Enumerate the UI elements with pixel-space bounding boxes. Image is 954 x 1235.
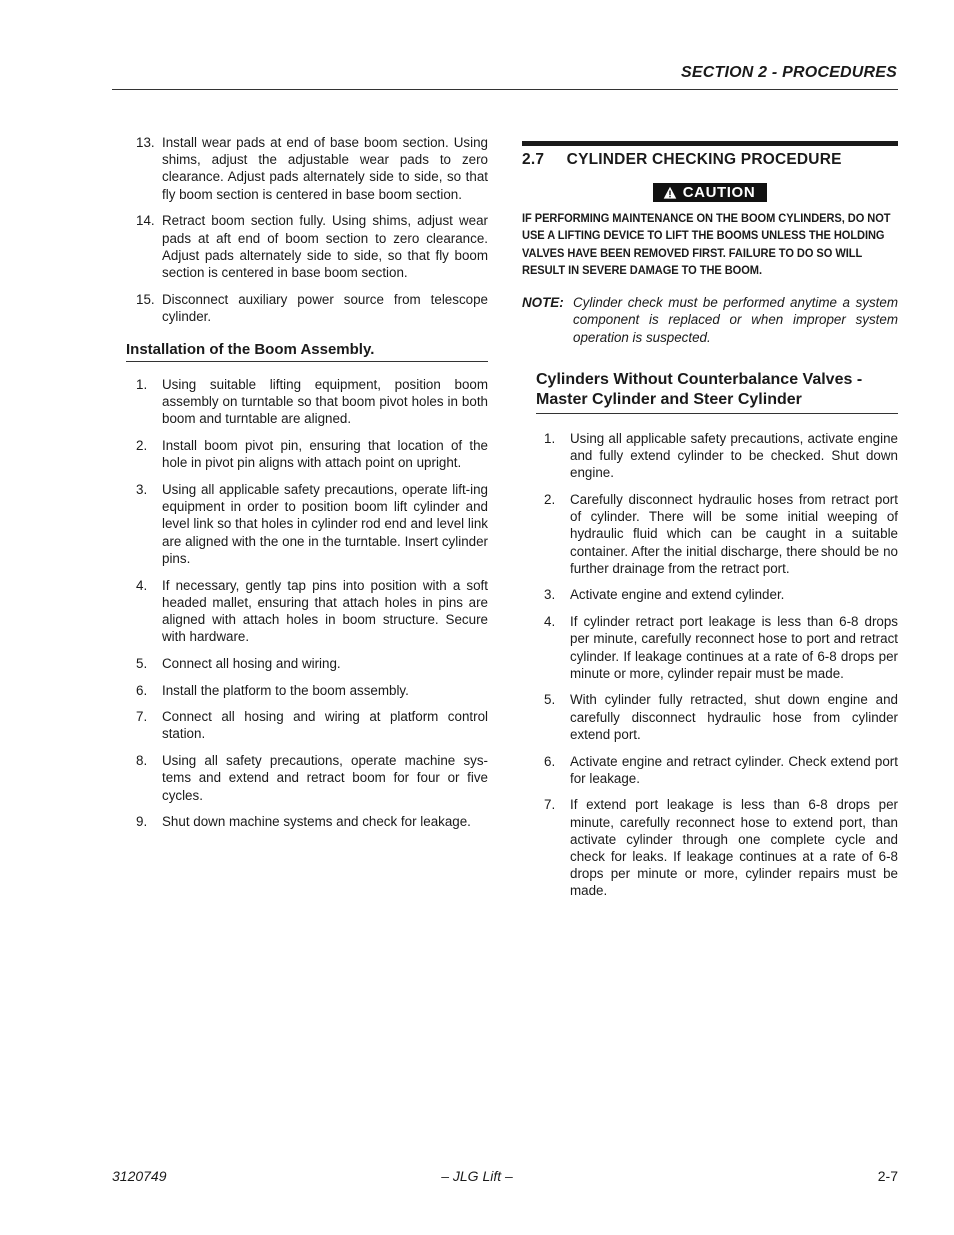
warning-triangle-icon [663,186,677,200]
installation-subheading: Installation of the Boom Assembly. [126,340,488,362]
list-item: 2. Install boom pivot pin, ensuring that location of the hole in pivot pin aligns with attach point on upright. [136,438,488,471]
section-heading: 2.7 CYLINDER CHECKING PROCEDURE [522,151,842,168]
section-bar [522,141,898,146]
caution-banner [522,183,898,204]
cylinders-subheading-line1: Cylinders Without Counterbalance Valves - [536,370,863,388]
list-item: 6. Install the platform to the boom assembly. [136,682,409,698]
footer-doc-number: 3120749 [112,1168,167,1184]
caution-label: CAUTION [682,184,756,202]
list-item: 3. Using all applicable safety precautions, operate lift-ing equipment in order to position boom lift cylinder and level link so that holes in cylinder rod end and level link are aligned with the one in the turntable. Insert cylinder pins. [136,482,488,566]
caution-text: IF PERFORMING MAINTENANCE ON THE BOOM CYLINDERS, DO NOT USE A LIFTING DEVICE TO LIFT THE BOOMS UNLESS THE HOLDING VALVES HAVE BEEN REMOVED FIRST. FAILURE TO DO SO WILL RESULT IN SEVERE DAMAGE TO THE BOOM. [522,211,891,277]
cylinder-check-steps-list [522,430,898,900]
list-item: 7. Connect all hosing and wiring at platform control station. [136,709,488,742]
reassembly-steps-list [124,134,488,325]
list-item: 5. Connect all hosing and wiring. [136,655,341,671]
header-rule [112,89,898,90]
list-item: 8. Using all safety precautions, operate machine sys-tems and extend and retract boom for four or five cycles. [136,753,488,803]
list-item: 4. If cylinder retract port leakage is less than 6-8 drops per minute, carefully reconnect hose to port and retract cylinder. If leakage continues at a rate of 6-8 drops per minute or more, cylinder repair must be made. [544,614,898,681]
installation-steps-list [124,376,488,830]
list-item: 14. Retract boom section fully. Using shims, adjust wear pads at aft end of boom section to zero clearance. Adjust pads alternately side to side, so that fly boom section is centered in base boom section. [136,213,488,280]
cylinders-subheading [536,370,898,414]
list-item: 3. Activate engine and extend cylinder. [544,587,785,603]
list-item: 13. Install wear pads at end of base boom section. Using shims, adjust the adjustable wear pads to zero clearance. Adjust pads alternately side to side, so that fly boom section is centered in base boom section. [136,135,488,202]
note-label: NOTE: [522,295,564,311]
footer-page-number: 2-7 [877,1168,898,1184]
list-item: 7. If extend port leakage is less than 6-8 drops per minute, carefully reconnect hose to extend port, than activate cylinder through one complete cycle and check for leaks. If leakage continues at a rate of 6-8 drops per minute or more, cylinder repairs must be made. [544,797,898,899]
list-item: 2. Carefully disconnect hydraulic hoses from retract port of cylinder. There will be some initial weeping of hydraulic fluid which can be caught in a suitable container. After the initial discharge, there should be no further drainage from the retract port. [544,491,898,576]
list-item: 6. Activate engine and retract cylinder. Check extend port for leakage. [544,753,898,786]
list-item: 15. Disconnect auxiliary power source from telescope cylinder. [136,291,488,324]
note-text: Cylinder check must be performed anytime a system component is replaced or when improper system operation is suspected. [573,295,898,345]
list-item: 9. Shut down machine systems and check for leakage. [136,814,471,830]
note-block [522,294,898,346]
list-item: 1. Using all applicable safety precautions, activate engine and fully extend cylinder to be checked. Shut down engine. [544,430,898,481]
footer-publisher: – JLG Lift – [441,1168,513,1184]
cylinders-subheading-line2: Master Cylinder and Steer Cylinder [536,390,802,408]
right-column [522,134,898,909]
list-item: 4. If necessary, gently tap pins into position with a soft headed mallet, ensuring that attach holes in pins are aligned with attach holes in boom structure. Secure with hardware. [136,577,488,645]
section-header: SECTION 2 - PROCEDURES [681,64,897,81]
list-item: 1. Using suitable lifting equipment, position boom assembly on turntable so that boom pivot holes in both boom and turntable are aligned. [136,377,488,427]
left-column [124,134,488,840]
caution-label-box [653,183,768,202]
list-item: 5. With cylinder fully retracted, shut down engine and carefully disconnect hydraulic hose from cylinder extend port. [544,692,898,742]
